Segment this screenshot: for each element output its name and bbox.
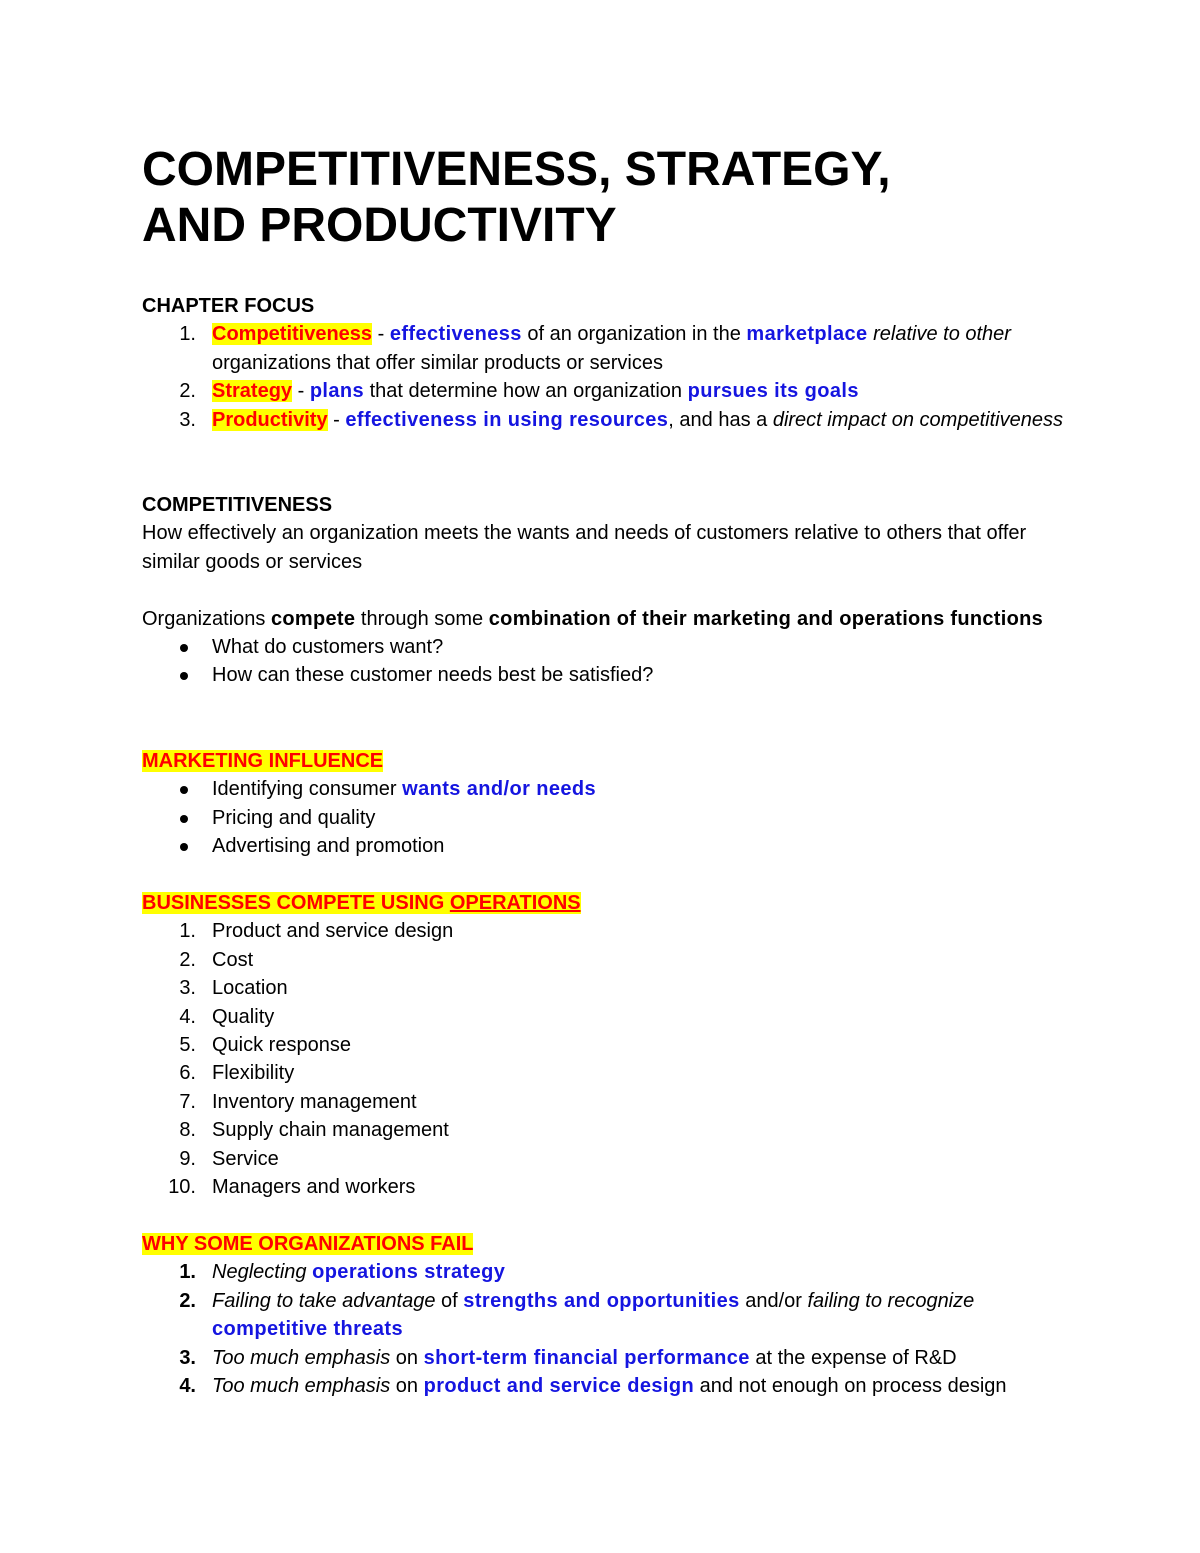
chapter-focus-heading: CHAPTER FOCUS <box>142 295 315 317</box>
list-number: 8. <box>179 1119 196 1142</box>
competitiveness-section <box>142 491 1082 690</box>
chapter-focus-list <box>142 320 1082 434</box>
heading-highlight: WHY SOME ORGANIZATIONS FAIL <box>142 1233 474 1255</box>
list-item-text: Inventory management <box>212 1090 417 1113</box>
bullet-icon <box>180 672 188 680</box>
list-item <box>142 1116 1082 1144</box>
text: at the expense of R&D <box>749 1346 957 1369</box>
operations-heading <box>142 889 1082 917</box>
list-item-text: Location <box>212 977 288 1000</box>
list-item-text: Product and service design <box>212 920 454 943</box>
italic-phrase: Failing to take advantage <box>212 1289 436 1312</box>
list-item <box>142 917 1082 945</box>
list-number: 2. <box>179 948 196 971</box>
list-item <box>142 633 1082 661</box>
text: organizations that offer similar products or services <box>212 351 663 374</box>
list-number: 1. <box>179 920 196 943</box>
marketing-section <box>142 747 1082 861</box>
list-item-text: Flexibility <box>212 1062 295 1085</box>
text: on <box>390 1346 424 1369</box>
bullet-text: Pricing and quality <box>212 806 376 829</box>
key-phrase: effectiveness in using resources <box>345 408 669 431</box>
chapter-focus-section <box>142 292 1082 434</box>
separator: - <box>292 380 310 403</box>
text: that determine how an organization <box>364 380 688 403</box>
bullet-text: Advertising and promotion <box>212 835 445 858</box>
fail-list <box>142 1258 1082 1400</box>
text: of an organization in the <box>521 323 747 346</box>
key-phrase: marketplace <box>746 323 868 346</box>
term-highlight: Productivity <box>212 408 328 431</box>
term-highlight: Strategy <box>212 380 293 403</box>
list-item <box>142 1173 1082 1201</box>
list-number: 2. <box>179 380 196 403</box>
list-item <box>142 1287 1082 1344</box>
list-item <box>142 1088 1082 1116</box>
term-highlight: Competitiveness <box>212 323 373 346</box>
key-phrase: wants and/or needs <box>402 778 597 801</box>
operations-list <box>142 917 1082 1201</box>
bold-phrase: compete <box>270 607 356 630</box>
competitiveness-paragraph <box>142 605 1082 633</box>
competitiveness-bullets <box>142 633 1082 690</box>
text: of <box>435 1289 464 1312</box>
list-number: 4. <box>179 1375 196 1398</box>
competitiveness-definition: How effectively an organization meets the wants and needs of customers relative to others that offer similar goods or services <box>142 522 1027 573</box>
key-phrase: strengths and opportunities <box>463 1289 740 1312</box>
key-phrase: competitive threats <box>212 1318 403 1341</box>
heading-highlight: BUSINESSES COMPETE USING <box>142 892 450 914</box>
bullet-icon <box>180 644 188 652</box>
key-phrase: pursues its goals <box>687 380 859 403</box>
list-item <box>142 946 1082 974</box>
bullet-text: How can these customer needs best be satisfied? <box>212 664 654 687</box>
key-phrase: product and service design <box>423 1375 695 1398</box>
bullet-icon <box>180 843 188 851</box>
separator: - <box>372 323 390 346</box>
list-number: 6. <box>179 1062 196 1085</box>
bold-phrase: combination of their marketing and operations functions <box>488 607 1044 630</box>
list-number: 3. <box>179 1346 196 1369</box>
italic-phrase: relative to other <box>873 323 1011 346</box>
list-item <box>142 1344 1082 1372</box>
page-title <box>142 142 1082 254</box>
list-item <box>142 832 1082 860</box>
list-number: 4. <box>179 1005 196 1028</box>
fail-heading <box>142 1230 1082 1258</box>
list-item <box>142 406 1082 434</box>
italic-phrase: Too much emphasis <box>212 1375 391 1398</box>
key-phrase: plans <box>309 380 365 403</box>
list-number: 5. <box>179 1034 196 1057</box>
list-item <box>142 377 1082 405</box>
text: Organizations <box>142 607 271 630</box>
italic-phrase: Neglecting <box>212 1261 307 1284</box>
fail-section <box>142 1230 1082 1400</box>
marketing-heading <box>142 747 1082 775</box>
bullet-icon <box>180 815 188 823</box>
list-item <box>142 1258 1082 1286</box>
list-item-text: Supply chain management <box>212 1119 449 1142</box>
separator: - <box>327 408 346 431</box>
list-item-text: Service <box>212 1147 279 1170</box>
title-line-1: COMPETITIVENESS, STRATEGY, <box>142 143 891 196</box>
list-item-text: Quality <box>212 1005 275 1028</box>
list-item <box>142 1145 1082 1173</box>
bullet-text: What do customers want? <box>212 636 444 659</box>
italic-phrase: direct impact on competitiveness <box>772 408 1063 431</box>
italic-phrase: Too much emphasis <box>212 1346 391 1369</box>
list-item <box>142 1003 1082 1031</box>
heading-highlight-underlined: OPERATIONS <box>449 892 581 914</box>
list-number: 3. <box>179 977 196 1000</box>
text: and/or <box>739 1289 808 1312</box>
text: Identifying consumer <box>212 778 403 801</box>
list-item-text: Managers and workers <box>212 1176 416 1199</box>
list-item-text: Quick response <box>212 1034 351 1057</box>
list-number: 9. <box>179 1147 196 1170</box>
title-line-2: AND PRODUCTIVITY <box>142 199 617 252</box>
key-phrase: short-term financial performance <box>423 1346 750 1369</box>
marketing-bullets <box>142 775 1082 860</box>
operations-section <box>142 889 1082 1201</box>
text: through some <box>355 607 489 630</box>
list-item <box>142 1059 1082 1087</box>
list-item <box>142 1372 1082 1400</box>
list-item-text: Cost <box>212 948 254 971</box>
bullet-icon <box>180 786 188 794</box>
list-item <box>142 974 1082 1002</box>
list-number: 1. <box>179 323 196 346</box>
heading-highlight: MARKETING INFLUENCE <box>142 750 384 772</box>
italic-phrase: failing to recognize <box>807 1289 975 1312</box>
list-item <box>142 1031 1082 1059</box>
text: , and has a <box>668 408 773 431</box>
key-phrase: effectiveness <box>389 323 522 346</box>
text: on <box>390 1375 424 1398</box>
list-number: 2. <box>179 1289 196 1312</box>
competitiveness-heading: COMPETITIVENESS <box>142 494 333 516</box>
list-item <box>142 775 1082 803</box>
list-number: 10. <box>168 1176 196 1199</box>
list-number: 7. <box>179 1090 196 1113</box>
list-number: 3. <box>179 408 196 431</box>
list-item <box>142 804 1082 832</box>
list-item <box>142 661 1082 689</box>
key-phrase: operations strategy <box>312 1261 506 1284</box>
text: and not enough on process design <box>694 1375 1007 1398</box>
list-item <box>142 320 1082 377</box>
list-number: 1. <box>179 1261 196 1284</box>
